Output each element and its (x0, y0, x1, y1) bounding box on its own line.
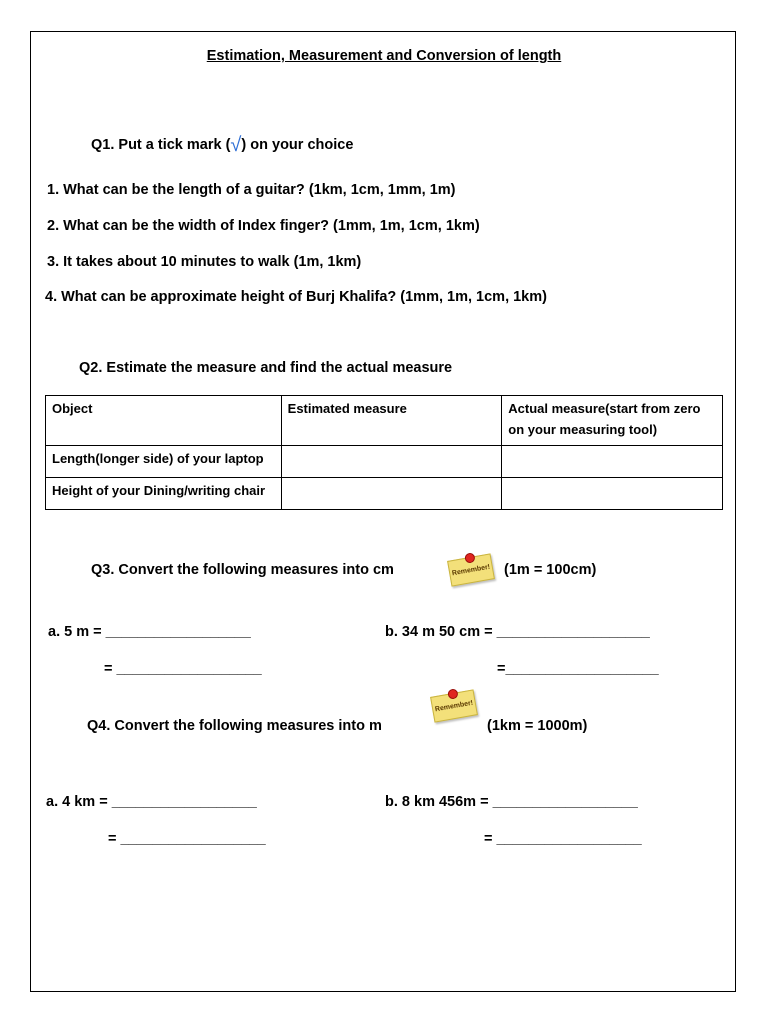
q1-item-4: 4. What can be approximate height of Burj Khalifa? (1mm, 1m, 1cm, 1km) (45, 289, 547, 305)
remember-note-label: Remember! (434, 699, 474, 713)
q3-heading: Q3. Convert the following measures into cm (91, 562, 394, 578)
q4-a-equals: = __________________ (108, 831, 266, 847)
q2-heading: Q2. Estimate the measure and find the actual measure (79, 360, 453, 376)
table-cell-actual[interactable] (502, 446, 723, 478)
table-header-estimated: Estimated measure (281, 396, 502, 446)
table-header-object: Object (46, 396, 282, 446)
q3-b-equals: =___________________ (497, 661, 659, 677)
table-header-row (46, 396, 723, 446)
q1-item-2: 2. What can be the width of Index finger? (1mm, 1m, 1cm, 1km) (47, 218, 480, 234)
page-title: Estimation, Measurement and Conversion of length (206, 48, 562, 64)
q1-item-3: 3. It takes about 10 minutes to walk (1m, 1km) (47, 254, 362, 270)
q1-item-1: 1. What can be the length of a guitar? (1km, 1cm, 1mm, 1m) (47, 182, 456, 198)
tick-mark-icon: √ (230, 134, 242, 156)
q3-a: a. 5 m = __________________ (48, 624, 251, 640)
table-cell-estimated[interactable] (281, 478, 502, 510)
q3-hint: (1m = 100cm) (504, 562, 597, 578)
remember-note-label: Remember! (451, 563, 491, 577)
pin-icon (464, 552, 476, 564)
q4-b-equals: = __________________ (484, 831, 642, 847)
pin-icon (447, 688, 459, 700)
q3-a-equals: = __________________ (104, 661, 262, 677)
q4-heading: Q4. Convert the following measures into m (87, 718, 382, 734)
table-header-actual: Actual measure(start from zero on your measuring tool) (502, 396, 723, 446)
table-row (46, 446, 723, 478)
table-cell-object: Height of your Dining/writing chair (46, 478, 282, 510)
q4-b: b. 8 km 456m = __________________ (385, 794, 638, 810)
q1-suffix: ) on your choice (241, 137, 354, 153)
q1-prefix: Q1. Put a tick mark ( (91, 137, 231, 153)
table-cell-actual[interactable] (502, 478, 723, 510)
q4-a: a. 4 km = __________________ (46, 794, 257, 810)
page-border (30, 31, 736, 992)
table-row (46, 478, 723, 510)
table-cell-estimated[interactable] (281, 446, 502, 478)
q1-heading (91, 132, 353, 155)
measure-table (45, 395, 723, 510)
q4-hint: (1km = 1000m) (487, 718, 588, 734)
q3-b: b. 34 m 50 cm = ___________________ (385, 624, 650, 640)
table-cell-object: Length(longer side) of your laptop (46, 446, 282, 478)
